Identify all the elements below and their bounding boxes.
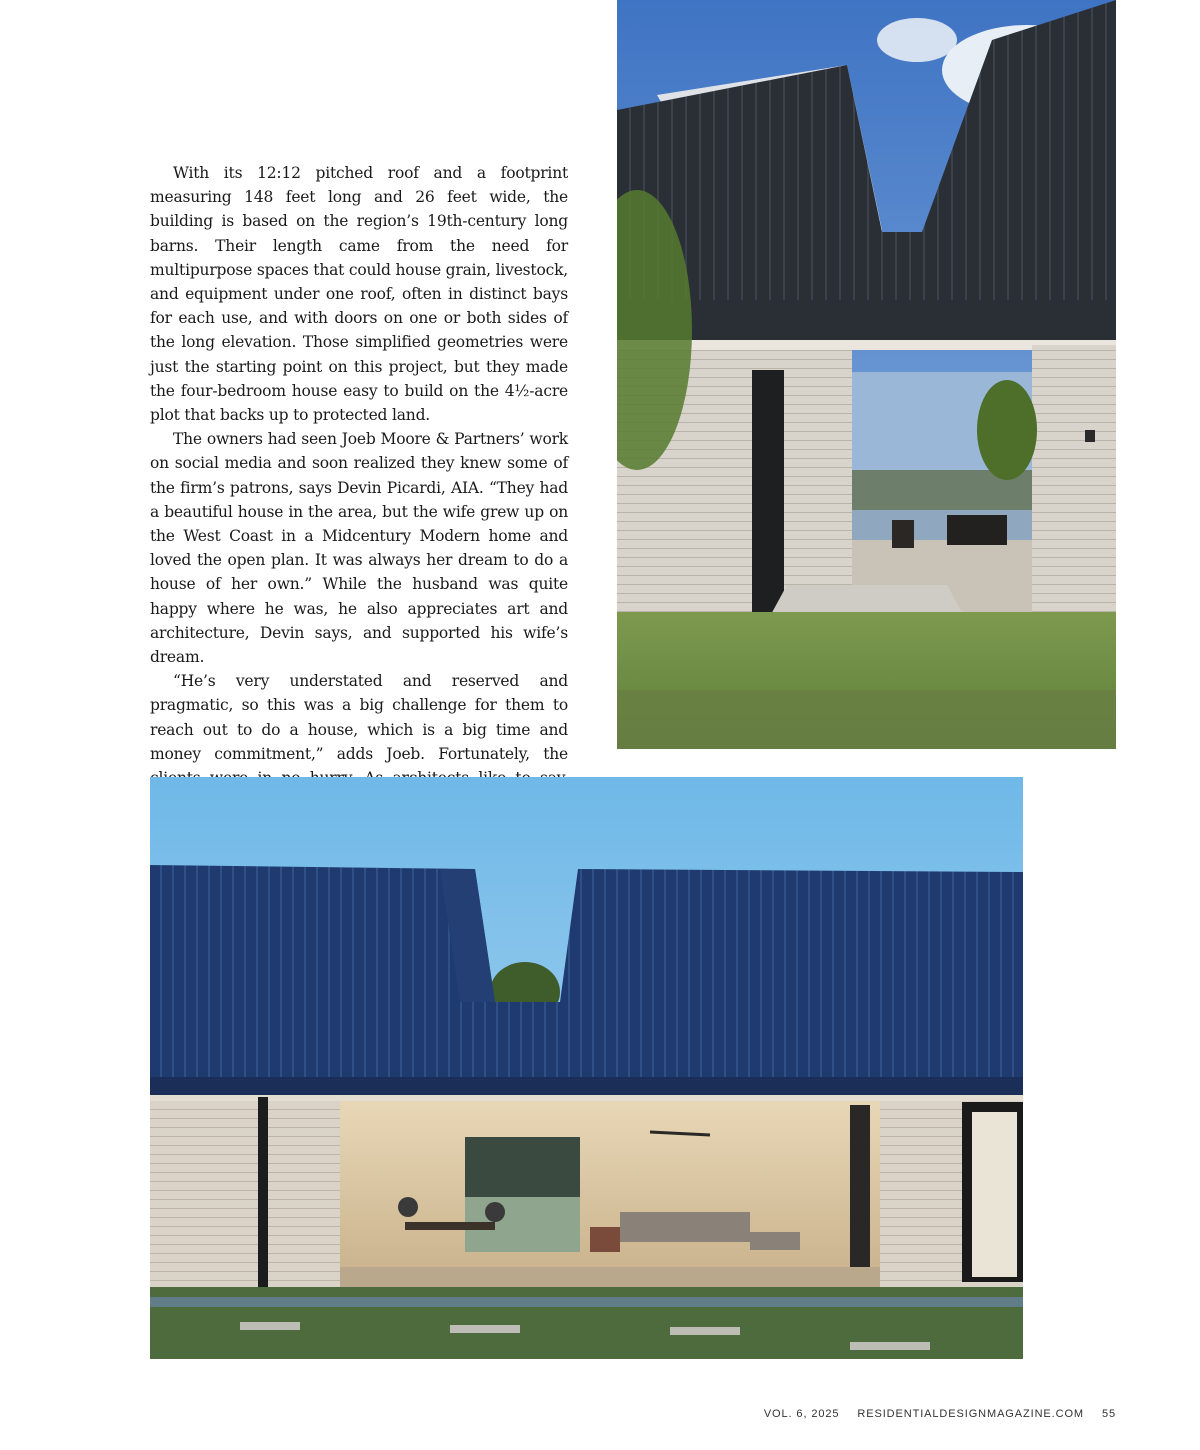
article-paragraph: With its 12:12 pitched roof and a footprint measuring 148 feet long and 26 feet wide, the building is based on the region’s 19th-century long barns. Their length came from the need for multipurpose spaces that could house grain, livestock, and equipment under one roof, often in distinct bays for each use, and with doors on one or both sides of the long elevation. Those simplified geometries were just the starting point on this project, but they made the four-bedroom house easy to build on the 4½-acre plot that backs up to protected land. (150, 164, 568, 425)
footer-volume: VOL. 6, 2025 (763, 1408, 840, 1420)
page-footer (0, 1408, 1116, 1420)
photo-porch-evening (150, 777, 1023, 1359)
footer-page-number: 55 (1101, 1408, 1116, 1420)
article-paragraph: The owners had seen Joeb Moore & Partners’ work on social media and soon realized they knew some of the firm’s patrons, says Devin Picardi, AIA. “They had a beautiful house in the area, but the wife grew up on the West Coast in a Midcentury Modern home and loved the open plan. It was always her dream to do a house of her own.” While the husband was quite happy where he was, he also appreciates art and architecture, Devin says, and supported his wife’s dream. (150, 430, 568, 667)
photo-porch-illustration (150, 777, 1023, 1359)
photo-breezeway-illustration (617, 0, 1116, 749)
photo-breezeway-daytime (617, 0, 1116, 749)
footer-site: RESIDENTIALDESIGNMAGAZINE.COM (857, 1408, 1084, 1420)
article-body (150, 161, 568, 814)
article-paragraph: “He’s very understated and reserved and pragmatic, so this was a big challenge for them to reach out to do a house, which is a big time and money commitment,” adds Joeb. Fortunately, the (150, 672, 568, 763)
